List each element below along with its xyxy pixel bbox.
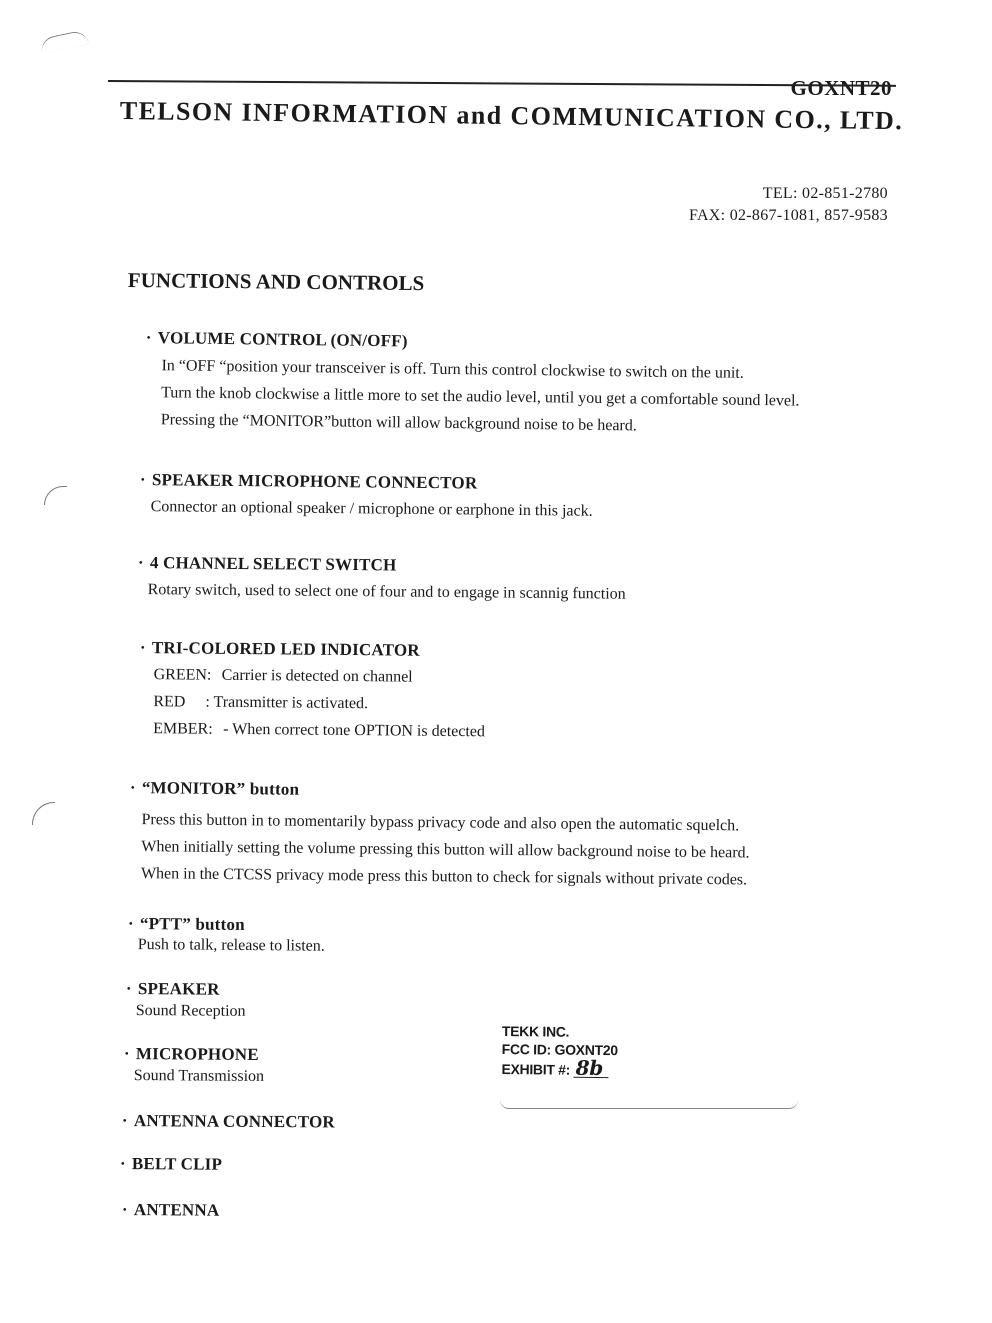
section-title: ANTENNA <box>133 1200 220 1220</box>
section-led-indicator <box>139 638 486 745</box>
section-title: MICROPHONE <box>135 1044 259 1064</box>
section-title: “PTT” button <box>139 914 245 935</box>
section-heading <box>128 914 325 936</box>
body-line: Sound Reception <box>135 1002 246 1020</box>
section-volume-control <box>145 328 801 442</box>
section-heading <box>140 638 486 661</box>
section-title: SPEAKER MICROPHONE CONNECTOR <box>151 470 478 493</box>
led-color-label: EMBER: <box>153 720 213 738</box>
bullet: · <box>121 1200 128 1220</box>
section-body <box>129 798 750 893</box>
bullet: · <box>119 1154 126 1174</box>
scan-mark <box>44 486 67 505</box>
body-line: In “OFF “position your transceiver is off. Turn this control clockwise to switch on the unit. <box>161 357 744 382</box>
section-body <box>126 999 246 1023</box>
fax-line: FAX: 02-867-1081, 857-9583 <box>688 207 888 224</box>
led-color-label: GREEN: <box>153 666 212 684</box>
document-code: GOXNT20 <box>790 76 892 100</box>
section-microphone <box>124 1044 265 1088</box>
section-body <box>128 934 325 958</box>
section-heading <box>126 979 246 1000</box>
exhibit-number-row <box>501 1055 617 1081</box>
tel-line: TEL: 02-851-2780 <box>762 185 888 202</box>
exhibit-label: EXHIBIT #: <box>501 1060 571 1078</box>
exhibit-stamp <box>501 1022 618 1079</box>
section-belt-clip <box>120 1154 222 1175</box>
body-line: Turn the knob clockwise a little more to set the audio level, until you get a comfortable sound level. <box>161 384 800 410</box>
body-line: When in the CTCSS privacy mode press this button to check for signals without private codes. <box>140 865 748 889</box>
bullet: · <box>137 553 144 573</box>
section-title: BELT CLIP <box>131 1154 223 1174</box>
body-line: Push to talk, release to listen. <box>137 936 325 955</box>
bullet: · <box>139 638 146 658</box>
section-antenna <box>122 1200 220 1221</box>
scan-mark <box>32 802 55 825</box>
led-row-red <box>153 688 485 718</box>
led-description: Carrier is detected on channel <box>221 666 413 686</box>
section-ptt-button <box>128 914 325 958</box>
led-row-green <box>154 661 486 691</box>
bullet: · <box>125 979 132 999</box>
section-heading <box>122 1111 335 1132</box>
section-heading <box>122 1200 220 1221</box>
section-body <box>145 348 800 442</box>
body-line: Press this button in to momentarily bypass privacy code and also open the automatic squelch. <box>141 811 740 835</box>
exhibit-number-handwritten: 8b <box>574 1059 610 1078</box>
bullet: · <box>145 328 152 348</box>
section-title: 4 CHANNEL SELECT SWITCH <box>149 553 397 575</box>
exhibit-underline <box>500 1100 798 1109</box>
led-description: : Transmitter is activated. <box>205 693 369 713</box>
section-heading <box>124 1044 264 1065</box>
body-line: Connector an optional speaker / microphone or earphone in this jack. <box>150 498 593 520</box>
led-color-label: RED <box>153 693 186 711</box>
section-title: “MONITOR” button <box>141 778 300 799</box>
section-body <box>139 490 592 525</box>
bullet: · <box>127 914 134 934</box>
section-speaker-microphone-connector <box>139 470 593 525</box>
bullet: · <box>129 778 136 798</box>
bullet: · <box>121 1111 128 1131</box>
contact-block <box>689 183 888 227</box>
body-line: Sound Transmission <box>133 1067 265 1085</box>
section-speaker <box>126 979 246 1023</box>
section-body <box>124 1064 264 1088</box>
bullet: · <box>139 470 146 490</box>
section-title: SPEAKER <box>137 979 220 999</box>
led-row-ember <box>153 715 485 745</box>
section-title: TRI-COLORED LED INDICATOR <box>151 638 420 660</box>
body-line: When initially setting the volume pressing this button will allow background noise to be heard. <box>141 838 750 862</box>
body-line: Rotary switch, used to select one of four and to engage in scannig function <box>147 581 626 603</box>
header-rule <box>108 80 896 87</box>
section-title: ANTENNA CONNECTOR <box>133 1111 335 1132</box>
section-body <box>139 658 486 745</box>
led-description: - When correct tone OPTION is detected <box>223 720 486 741</box>
body-line: Pressing the “MONITOR”button will allow background noise to be heard. <box>160 411 637 435</box>
section-monitor-button <box>129 778 750 893</box>
section-heading <box>120 1154 222 1175</box>
company-name: TELSON INFORMATION and COMMUNICATION CO., LTD. <box>119 96 904 136</box>
bullet: · <box>123 1044 130 1064</box>
scan-mark <box>39 29 89 54</box>
section-body <box>138 573 626 608</box>
section-channel-select-switch <box>138 553 627 608</box>
exhibit-fcc-id: FCC ID: GOXNT20 <box>501 1040 618 1059</box>
section-title: VOLUME CONTROL (ON/OFF) <box>157 328 408 351</box>
page-title: FUNCTIONS AND CONTROLS <box>127 268 425 296</box>
section-antenna-connector <box>122 1111 335 1132</box>
exhibit-company: TEKK INC. <box>501 1022 570 1040</box>
